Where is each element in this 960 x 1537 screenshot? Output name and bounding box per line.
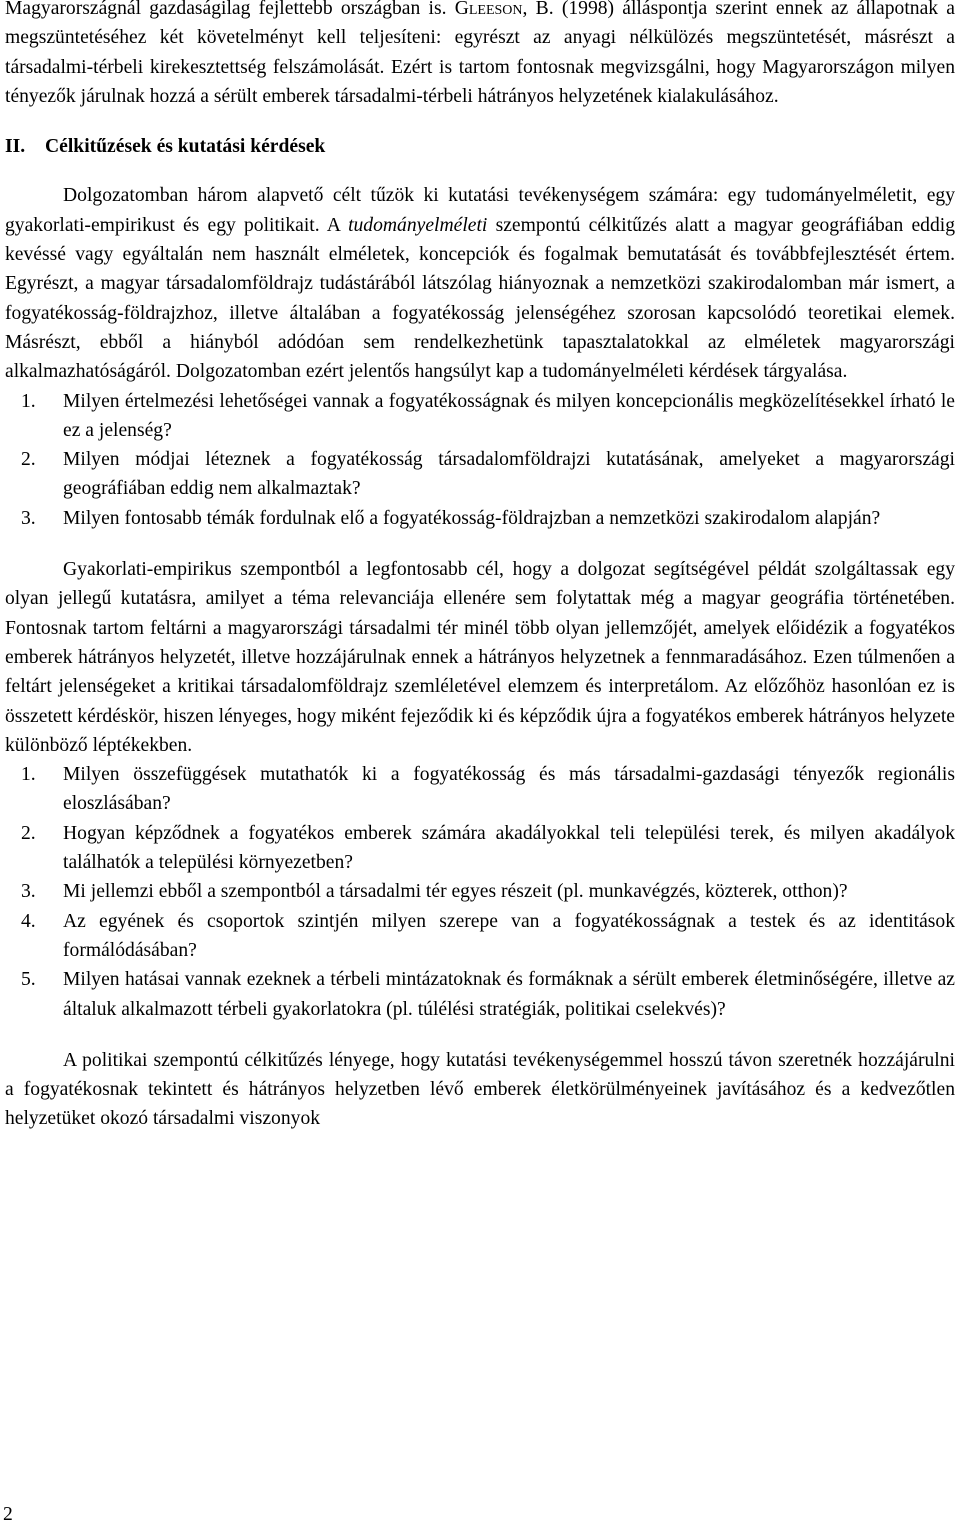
list-item bbox=[5, 504, 955, 533]
list-item-number: 1. bbox=[21, 390, 36, 412]
list-item-number: 5. bbox=[21, 969, 36, 991]
list-item-text: Milyen módjai léteznek a fogyatékosság társadalomföldrajzi kutatásának, amelyeket a magyarországi geográfiában eddig nem alkalmaztak? bbox=[63, 449, 955, 500]
list-item-text: Milyen fontosabb témák fordulnak elő a fogyatékosság-földrajzban a nemzetközi szakirodalom alapján? bbox=[63, 507, 881, 529]
section-title: Célkitűzések és kutatási kérdések bbox=[45, 136, 326, 158]
list-item bbox=[5, 907, 955, 966]
emphasis-term: tudományelméleti bbox=[348, 214, 488, 236]
paragraph-theory bbox=[5, 181, 955, 386]
list-item-number: 3. bbox=[21, 881, 36, 903]
list-item bbox=[5, 965, 955, 1024]
paragraph-intro-text-a: Magyarországnál gazdaságilag fejlettebb országban is. bbox=[5, 0, 455, 19]
list-item-text: Milyen hatásai vannak ezeknek a térbeli mintázatoknak és formáknak a sérült emberek életminőségére, illetve az általuk alkalmazott térbeli gyakorlatokra (pl. túlélési stratégiák, politikai cselekvés)? bbox=[63, 969, 955, 1020]
paragraph-theory-text-b: szempontú célkitűzés alatt a magyar geográfiában eddig kevéssé vagy egyáltalán nem használt elméletek, koncepciók és fogalmak bemutatását és továbbfejlesztését értem. Egyrészt, a magyar társadalomföldrajz tudástárából látszólag hiányoznak a nemzetközi szakirodalomban már ismert, a fogyatékosság-földrajzhoz, illetve általában a fogyatékosság jelenségéhez szorosan kapcsolódó teoretikai elemek. Másrészt, ebből a hiányból adódóan sem rendelkezhetünk tapasztalatokkal az elméletek magyarországi alkalmazhatóságáról. Dolgozatomban ezért jelentős hangsúlyt kap a tudományelméleti kérdések tárgyalása. bbox=[5, 214, 955, 383]
section-heading bbox=[5, 132, 955, 161]
list-item-text: Milyen összefüggések mutathatók ki a fogyatékosság és más társadalmi-gazdasági tényezők regionális eloszlásában? bbox=[63, 764, 955, 815]
list-item-number: 3. bbox=[21, 507, 36, 529]
author-name: Gleeson bbox=[454, 0, 523, 19]
list-item-number: 2. bbox=[21, 449, 36, 471]
document-page bbox=[5, 0, 955, 1134]
list-item bbox=[5, 387, 955, 446]
page-number: 2 bbox=[3, 1504, 13, 1525]
paragraph-theory-text-a: Dolgozatomban három alapvető célt tűzök ki kutatási tevékenységem számára: egy tudományelméletit, egy gyakorlati-empirikust és egy politikait. A bbox=[5, 185, 955, 236]
list-item-text: Az egyének és csoportok szintjén milyen szerepe van a fogyatékosságnak a testek és az identitások formálódásában? bbox=[63, 910, 955, 961]
list-item bbox=[5, 819, 955, 878]
empirical-question-list bbox=[5, 760, 955, 1024]
paragraph-intro bbox=[5, 0, 955, 111]
list-item-text: Mi jellemzi ebből a szempontból a társadalmi tér egyes részeit (pl. munkavégzés, közterek, otthon)? bbox=[63, 881, 848, 903]
paragraph-empirical: Gyakorlati-empirikus szempontból a legfontosabb cél, hogy a dolgozat segítségével példát szolgáltassak egy olyan jellegű kutatásra, amilyet a téma relevanciája ellenére sem folytattak még a magyar geográfia történetében. Fontosnak tartom feltárni a magyarországi társadalmi tér minél több olyan jellemzőjét, amelyek előidézik a fogyatékos emberek hátrányos helyzetét, illetve hozzájárulnak ennek a hátrányos helyzetnek a fennmaradásához. Ezen túlmenően a feltárt jelenségeket a kritikai társadalomföldrajz szemléletével elemzem és interpretálom. Az előzőhöz hasonlóan ez is összetett kérdéskör, hiszen lényeges, hogy miként fejeződik ki és képződik újra a fogyatékos emberek hátrányos helyzete különböző léptékekben. bbox=[5, 559, 955, 756]
list-item bbox=[5, 445, 955, 504]
list-item-text: Hogyan képződnek a fogyatékos emberek számára akadályokkal teli települési terek, és milyen akadályok találhatók a települési környezetben? bbox=[63, 822, 955, 874]
list-item bbox=[5, 760, 955, 819]
list-item-text: Milyen értelmezési lehetőségei vannak a fogyatékosságnak és milyen koncepcionális megközelítésekkel írható le ez a jelenség? bbox=[63, 390, 955, 441]
list-item bbox=[5, 877, 955, 906]
list-item-number: 1. bbox=[21, 764, 36, 786]
section-number: II. bbox=[5, 136, 26, 158]
paragraph-political: A politikai szempontú célkitűzés lényege, hogy kutatási tevékenységemmel hosszú távon szeretnék hozzájárulni a fogyatékosnak tekintett és hátrányos helyzetben lévő emberek életkörülményeinek javításához és a kedvezőtlen helyzetüket okozó társadalmi viszonyok bbox=[5, 1049, 955, 1130]
list-item-number: 4. bbox=[21, 910, 36, 932]
list-item-number: 2. bbox=[21, 822, 36, 844]
paragraph-intro-text-b: , B. (1998) álláspontja szerint ennek az állapotnak a megszüntetéséhez két követelményt kell teljesíteni: egyrészt az anyagi nélkülözés megszüntetését, másrészt a társadalmi-térbeli kirekesztettség felszámolását. Ezért is tartom fontosnak megvizsgálni, hogy Magyarországon milyen tényezők járulnak hozzá a sérült emberek társadalmi-térbeli hátrányos helyzetének kialakulásához. bbox=[5, 0, 956, 107]
theory-question-list bbox=[5, 387, 955, 533]
